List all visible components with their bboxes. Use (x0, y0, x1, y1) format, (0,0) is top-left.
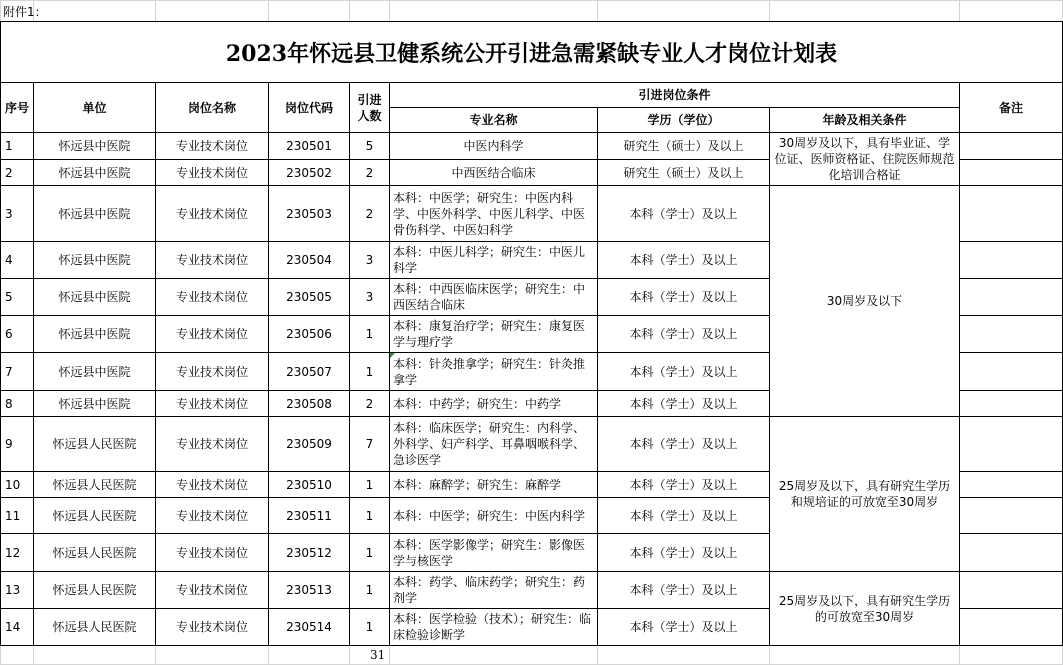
row-unit-text: 怀远县中医院 (58, 139, 131, 153)
row-education-text: 研究生（硕士）及以上 (623, 139, 744, 153)
row-count-text: 1 (365, 620, 374, 634)
row-major-text: 本科：中药学；研究生：中药学 (393, 396, 562, 411)
header-seq[interactable] (0, 82, 34, 133)
row-post[interactable] (155, 315, 269, 353)
row-education[interactable] (597, 185, 770, 242)
row-code[interactable] (268, 241, 350, 279)
row-unit-text: 怀远县中医院 (58, 290, 131, 304)
row-remark[interactable] (959, 390, 1063, 417)
row-post[interactable] (155, 352, 269, 391)
age-group-2-text: 30周岁及以下 (826, 294, 903, 308)
row-education[interactable] (597, 608, 770, 646)
row-count[interactable] (349, 241, 390, 279)
row-post[interactable] (155, 185, 269, 242)
row-count-text: 2 (365, 165, 374, 180)
row-seq-text: 8 (5, 396, 13, 411)
row-count[interactable] (349, 185, 390, 242)
row-post-text: 专业技术岗位 (175, 206, 248, 221)
row-remark[interactable] (959, 241, 1063, 279)
total-count[interactable]: 31 (370, 648, 386, 662)
row-unit[interactable] (33, 390, 156, 417)
row-post[interactable] (155, 241, 269, 279)
row-count-text: 1 (365, 477, 374, 492)
row-count[interactable] (349, 278, 390, 316)
row-seq[interactable] (0, 416, 34, 472)
row-post-text: 专业技术岗位 (175, 139, 248, 153)
row-major[interactable] (389, 241, 598, 279)
row-code-text: 230504 (286, 253, 332, 267)
row-code-text: 230507 (286, 364, 332, 379)
row-unit-text: 怀远县人民医院 (52, 477, 137, 492)
age-group-3-text: 25周岁及以下，具有研究生学历和规培证的可放宽至30周岁 (778, 479, 951, 509)
row-education[interactable] (597, 497, 770, 534)
row-count-text: 7 (365, 437, 374, 451)
row-count[interactable] (349, 390, 390, 417)
row-count-text: 2 (365, 396, 374, 411)
row-code[interactable] (268, 278, 350, 316)
row-code[interactable] (268, 315, 350, 353)
row-unit[interactable] (33, 608, 156, 646)
row-major[interactable] (389, 471, 598, 498)
row-post[interactable] (155, 390, 269, 417)
row-post-text: 专业技术岗位 (175, 290, 248, 304)
row-seq[interactable] (0, 608, 34, 646)
row-count-text: 1 (365, 364, 374, 379)
row-code[interactable] (268, 352, 350, 391)
row-major-text: 本科：中医学；研究生：中医内科学 (393, 508, 586, 523)
row-seq[interactable] (0, 352, 34, 391)
row-major[interactable] (389, 533, 598, 572)
row-code-text: 230501 (286, 139, 332, 153)
row-remark[interactable] (959, 132, 1063, 160)
row-seq-text: 6 (5, 327, 13, 341)
row-education-text: 本科（学士）及以上 (629, 396, 738, 411)
age-group-4-text: 25周岁及以下，具有研究生学历的可放宽至30周岁 (778, 593, 951, 624)
row-count[interactable] (349, 571, 390, 609)
row-post-text: 专业技术岗位 (175, 327, 248, 341)
row-unit[interactable] (33, 471, 156, 498)
row-seq-text: 13 (5, 583, 21, 597)
row-major[interactable] (389, 497, 598, 534)
row-unit-text: 怀远县中医院 (58, 396, 131, 411)
row-count-text: 5 (365, 139, 374, 153)
row-education-text: 本科（学士）及以上 (629, 477, 738, 492)
row-count[interactable] (349, 608, 390, 646)
row-education-text: 本科（学士）及以上 (629, 583, 738, 597)
row-major[interactable] (389, 278, 598, 316)
row-post[interactable] (155, 159, 269, 186)
header-post-code-text: 岗位代码 (284, 100, 333, 115)
row-major-text: 本科：医学检验（技术）；研究生：临床检验诊断学 (393, 612, 592, 642)
row-seq-text: 3 (5, 206, 13, 221)
row-unit-text: 怀远县中医院 (58, 364, 131, 379)
row-code[interactable] (268, 471, 350, 498)
row-major[interactable] (389, 608, 598, 646)
row-seq[interactable] (0, 497, 34, 534)
row-code[interactable] (268, 571, 350, 609)
row-unit[interactable] (33, 571, 156, 609)
row-seq[interactable] (0, 315, 34, 353)
header-education[interactable] (597, 107, 770, 133)
row-education-text: 本科（学士）及以上 (629, 327, 738, 341)
row-code[interactable] (268, 608, 350, 646)
row-education[interactable] (597, 241, 770, 279)
row-major[interactable] (389, 571, 598, 609)
row-remark[interactable] (959, 571, 1063, 609)
header-seq-text: 序号 (4, 100, 29, 115)
row-code[interactable] (268, 132, 350, 160)
row-unit[interactable] (33, 241, 156, 279)
row-unit-text: 怀远县人民医院 (52, 545, 137, 560)
row-remark[interactable] (959, 185, 1063, 242)
row-education-text: 本科（学士）及以上 (629, 253, 738, 267)
row-unit-text: 怀远县人民医院 (52, 620, 137, 634)
row-seq-text: 9 (5, 437, 13, 451)
row-major-text: 本科：麻醉学；研究生：麻醉学 (393, 477, 562, 492)
age-group-2[interactable] (769, 185, 960, 417)
row-unit[interactable] (33, 315, 156, 353)
row-major[interactable] (389, 185, 598, 242)
row-unit-text: 怀远县人民医院 (52, 508, 137, 523)
row-major-text: 中西医结合临床 (451, 165, 536, 180)
row-count-text: 1 (365, 508, 374, 523)
row-post[interactable] (155, 497, 269, 534)
row-remark[interactable] (959, 159, 1063, 186)
row-seq[interactable] (0, 132, 34, 160)
row-seq[interactable] (0, 185, 34, 242)
row-post[interactable] (155, 278, 269, 316)
age-group-1-text: 30周岁及以下，具有毕业证、学位证、医师资格证、住院医师规范化培训合格证 (774, 136, 955, 182)
header-conditions[interactable] (389, 82, 960, 108)
row-unit[interactable] (33, 416, 156, 472)
row-seq-text: 12 (5, 545, 21, 560)
row-seq[interactable] (0, 390, 34, 417)
row-code-text: 230512 (286, 545, 332, 560)
row-code-text: 230503 (286, 206, 332, 221)
row-post[interactable] (155, 571, 269, 609)
page-title: 2023年怀远县卫健系统公开引进急需紧缺专业人才岗位计划表 (225, 40, 838, 67)
row-major[interactable] (389, 159, 598, 186)
row-post-text: 专业技术岗位 (175, 620, 248, 634)
row-code-text: 230505 (286, 290, 332, 304)
row-post[interactable] (155, 132, 269, 160)
row-count[interactable] (349, 471, 390, 498)
row-post[interactable] (155, 471, 269, 498)
row-count-text: 1 (365, 545, 374, 560)
row-post-text: 专业技术岗位 (175, 165, 248, 180)
row-count-text: 3 (365, 253, 374, 267)
row-education-text: 本科（学士）及以上 (629, 364, 738, 379)
row-post-text: 专业技术岗位 (175, 583, 248, 597)
row-seq-text: 11 (5, 508, 21, 523)
row-code-text: 230511 (286, 508, 332, 523)
row-major-text: 本科：中医学；研究生：中医内科学、中医外科学、中医儿科学、中医骨伤科学、中医妇科学 (393, 190, 586, 237)
header-remark[interactable] (959, 82, 1063, 133)
cell-note-marker-icon (390, 353, 395, 358)
header-post-name-text: 岗位名称 (187, 100, 236, 115)
row-code-text: 230502 (286, 165, 332, 180)
row-post-text: 专业技术岗位 (175, 437, 248, 451)
row-education-text: 本科（学士）及以上 (629, 290, 738, 304)
row-seq[interactable] (0, 471, 34, 498)
row-code[interactable] (268, 497, 350, 534)
row-post[interactable] (155, 533, 269, 572)
row-unit[interactable] (33, 185, 156, 242)
row-post-text: 专业技术岗位 (175, 477, 248, 492)
row-code[interactable] (268, 185, 350, 242)
row-remark[interactable] (959, 533, 1063, 572)
row-remark[interactable] (959, 416, 1063, 472)
row-education[interactable] (597, 390, 770, 417)
header-post-code[interactable] (268, 82, 350, 133)
row-code[interactable] (268, 390, 350, 417)
row-education[interactable] (597, 278, 770, 316)
row-major[interactable] (389, 352, 598, 391)
row-seq[interactable] (0, 159, 34, 186)
row-post-text: 专业技术岗位 (175, 364, 248, 379)
row-count[interactable] (349, 159, 390, 186)
row-major-text: 本科：中医儿科学；研究生：中医儿科学 (393, 245, 586, 275)
row-code-text: 230513 (286, 583, 332, 597)
row-seq[interactable] (0, 571, 34, 609)
row-code-text: 230506 (286, 327, 332, 341)
row-education-text: 本科（学士）及以上 (629, 545, 738, 560)
row-unit[interactable] (33, 497, 156, 534)
row-unit-text: 怀远县人民医院 (52, 583, 137, 597)
row-remark[interactable] (959, 608, 1063, 646)
age-group-1[interactable] (769, 132, 960, 186)
row-education[interactable] (597, 471, 770, 498)
row-unit[interactable] (33, 159, 156, 186)
header-age[interactable] (769, 107, 960, 133)
row-code-text: 230510 (286, 477, 332, 492)
row-education[interactable] (597, 132, 770, 160)
row-count-text: 1 (365, 583, 374, 597)
row-unit[interactable] (33, 132, 156, 160)
row-code[interactable] (268, 416, 350, 472)
row-education[interactable] (597, 533, 770, 572)
row-count-text: 3 (365, 290, 374, 304)
row-post[interactable] (155, 416, 269, 472)
row-unit-text: 怀远县中医院 (58, 327, 131, 341)
row-seq-text: 14 (5, 620, 21, 634)
row-major[interactable] (389, 315, 598, 353)
row-seq[interactable] (0, 278, 34, 316)
row-education-text: 研究生（硕士）及以上 (623, 165, 744, 180)
row-seq-text: 7 (5, 364, 13, 379)
row-remark[interactable] (959, 471, 1063, 498)
row-remark[interactable] (959, 352, 1063, 391)
header-remark-text: 备注 (998, 100, 1023, 115)
row-remark[interactable] (959, 278, 1063, 316)
row-post-text: 专业技术岗位 (175, 545, 248, 560)
row-count[interactable] (349, 132, 390, 160)
row-unit[interactable] (33, 533, 156, 572)
row-post[interactable] (155, 608, 269, 646)
row-education-text: 本科（学士）及以上 (629, 508, 738, 523)
row-education[interactable] (597, 352, 770, 391)
row-seq-text: 5 (5, 290, 13, 304)
row-code-text: 230509 (286, 437, 332, 451)
row-seq-text: 4 (5, 253, 13, 267)
row-count-text: 2 (365, 206, 374, 221)
row-education[interactable] (597, 315, 770, 353)
header-conditions-text: 引进岗位条件 (638, 88, 711, 102)
row-count[interactable] (349, 315, 390, 353)
row-seq-text: 10 (5, 477, 21, 492)
row-education[interactable] (597, 159, 770, 186)
row-seq-text: 1 (5, 139, 13, 153)
row-major[interactable] (389, 132, 598, 160)
row-unit-text: 怀远县中医院 (58, 165, 131, 180)
row-major-text: 本科：医学影像学；研究生：影像医学与核医学 (393, 537, 586, 568)
row-major-text: 本科：康复治疗学；研究生：康复医学与理疗学 (393, 319, 586, 349)
row-count[interactable] (349, 352, 390, 391)
row-major-text: 本科：针灸推拿学；研究生：针灸推拿学 (393, 356, 586, 387)
row-post-text: 专业技术岗位 (175, 253, 248, 267)
age-group-4[interactable] (769, 571, 960, 646)
row-remark[interactable] (959, 497, 1063, 534)
row-unit-text: 怀远县中医院 (58, 206, 131, 221)
attachment-label: 附件1： (3, 5, 47, 19)
row-unit[interactable] (33, 278, 156, 316)
row-remark[interactable] (959, 315, 1063, 353)
row-education[interactable] (597, 571, 770, 609)
row-count[interactable] (349, 533, 390, 572)
row-education-text: 本科（学士）及以上 (629, 437, 738, 451)
row-seq[interactable] (0, 241, 34, 279)
row-code-text: 230508 (286, 396, 332, 411)
header-unit-text: 单位 (82, 100, 107, 115)
row-code[interactable] (268, 533, 350, 572)
row-count-text: 1 (365, 327, 374, 341)
row-education-text: 本科（学士）及以上 (629, 206, 738, 221)
header-major[interactable] (389, 107, 598, 133)
header-count-text: 引进人数 (357, 92, 382, 123)
row-education[interactable] (597, 416, 770, 472)
age-group-3[interactable] (769, 416, 960, 572)
row-seq-text: 2 (5, 165, 13, 180)
row-post-text: 专业技术岗位 (175, 396, 248, 411)
row-unit-text: 怀远县人民医院 (52, 437, 137, 451)
row-major-text: 本科：临床医学；研究生：内科学、外科学、妇产科学、耳鼻咽喉科学、急诊医学 (393, 421, 586, 467)
row-unit-text: 怀远县中医院 (58, 253, 131, 267)
header-post-name[interactable] (155, 82, 269, 133)
row-count[interactable] (349, 416, 390, 472)
row-education-text: 本科（学士）及以上 (629, 620, 738, 634)
row-post-text: 专业技术岗位 (175, 508, 248, 523)
header-major-text: 专业名称 (469, 113, 518, 127)
row-unit[interactable] (33, 352, 156, 391)
row-code[interactable] (268, 159, 350, 186)
header-education-text: 学历（学位） (647, 113, 720, 127)
row-code-text: 230514 (286, 620, 332, 634)
row-major-text: 本科：药学、临床药学；研究生：药剂学 (393, 575, 586, 605)
row-count[interactable] (349, 497, 390, 534)
row-major[interactable] (389, 416, 598, 472)
row-seq[interactable] (0, 533, 34, 572)
header-age-text: 年龄及相关条件 (822, 113, 907, 127)
row-major-text: 本科：中西医临床医学；研究生：中西医结合临床 (393, 282, 586, 312)
header-count[interactable] (349, 82, 390, 133)
header-unit[interactable] (33, 82, 156, 133)
row-major-text: 中医内科学 (463, 139, 524, 153)
row-major[interactable] (389, 390, 598, 417)
